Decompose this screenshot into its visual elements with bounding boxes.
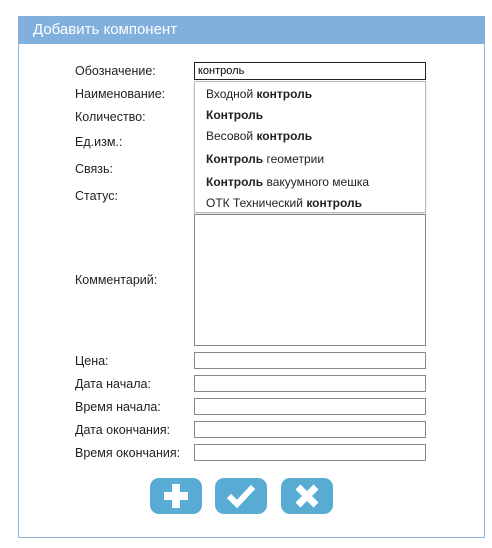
start-date-label: Дата начала: bbox=[75, 377, 151, 391]
check-icon bbox=[226, 483, 256, 509]
start-time-label: Время начала: bbox=[75, 400, 161, 414]
suggestion-item[interactable]: Весовой контроль bbox=[206, 129, 313, 143]
suggestion-item[interactable]: ОТК Технический контроль bbox=[206, 196, 362, 210]
unit-label: Ед.изм.: bbox=[75, 135, 123, 149]
end-time-input[interactable] bbox=[194, 444, 426, 461]
dialog-title: Добавить компонент bbox=[18, 16, 485, 44]
start-time-input[interactable] bbox=[194, 398, 426, 415]
add-button[interactable] bbox=[150, 478, 202, 514]
name-label: Наименование: bbox=[75, 87, 166, 101]
link-label: Связь: bbox=[75, 162, 114, 176]
price-label: Цена: bbox=[75, 354, 109, 368]
end-date-label: Дата окончания: bbox=[75, 423, 171, 437]
comment-textarea[interactable] bbox=[194, 214, 426, 346]
autocomplete-dropdown bbox=[194, 81, 426, 213]
quantity-label: Количество: bbox=[75, 110, 146, 124]
suggestion-item[interactable]: Входной контроль bbox=[206, 87, 313, 101]
comment-label: Комментарий: bbox=[75, 273, 158, 287]
x-icon bbox=[294, 483, 320, 509]
confirm-button[interactable] bbox=[215, 478, 267, 514]
price-input[interactable] bbox=[194, 352, 426, 369]
suggestion-item[interactable]: Контроль bbox=[206, 108, 264, 122]
start-date-input[interactable] bbox=[194, 375, 426, 392]
cancel-button[interactable] bbox=[281, 478, 333, 514]
suggestion-item[interactable]: Контроль геометрии bbox=[206, 152, 325, 166]
status-label: Статус: bbox=[75, 189, 118, 203]
end-time-label: Время окончания: bbox=[75, 446, 181, 460]
designation-input[interactable] bbox=[194, 62, 426, 80]
designation-label: Обозначение: bbox=[75, 64, 156, 78]
suggestion-item[interactable]: Контроль вакуумного мешка bbox=[206, 175, 370, 189]
end-date-input[interactable] bbox=[194, 421, 426, 438]
plus-icon bbox=[162, 482, 190, 510]
